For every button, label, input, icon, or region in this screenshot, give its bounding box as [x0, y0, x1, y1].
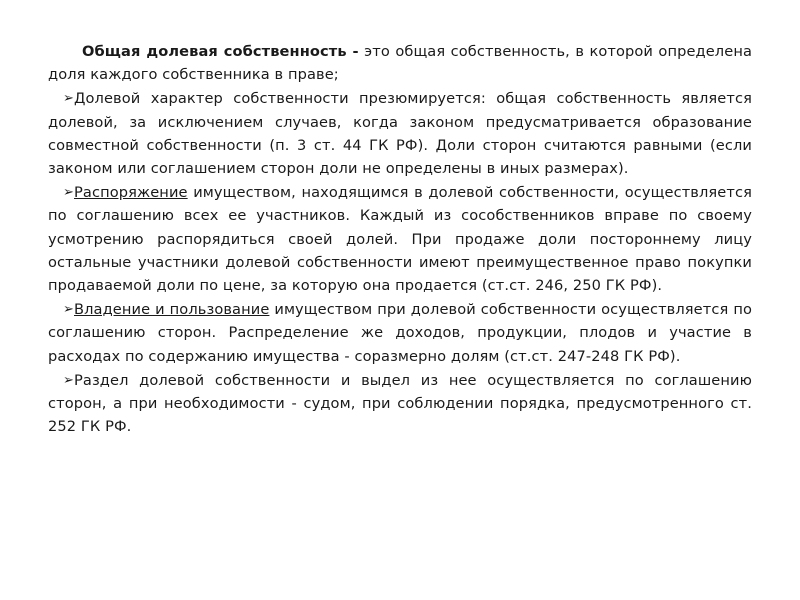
- intro-term: Общая долевая собственность -: [82, 43, 359, 60]
- intro-definition: это общая собственность, в которой определена доля каждого собственника в праве;: [48, 43, 752, 84]
- list-item: [48, 298, 752, 368]
- bullet-arrow-icon: ➢: [63, 372, 74, 388]
- item-text: Раздел долевой собственности и выдел из нее осуществляется по соглашению сторон, а при необходимости - судом, при соблюдении порядка, предусмотренного ст. 252 ГК РФ.: [48, 371, 752, 436]
- bullet-arrow-icon: ➢: [63, 302, 74, 318]
- item-text: имуществом, находящимся в долевой собственности, осуществляется по соглашению всех ее участников. Каждый из сособственников вправе по своему усмотрению распорядиться своей долей. При продаже доли постороннему лицу остальные участники долевой собственности имеют преимущественное право покупки продаваемой доли по цене, за которую она продается (ст.ст. 246, 250 ГК РФ).: [48, 184, 752, 295]
- bullet-arrow-icon: ➢: [63, 185, 74, 201]
- item-lead-term: Владение и пользование: [74, 301, 270, 319]
- item-lead-term: Распоряжение: [74, 184, 188, 202]
- list-item: [48, 87, 752, 180]
- list-item: [48, 181, 752, 297]
- list-item: [48, 369, 752, 439]
- item-text: Долевой характер собственности презюмируется: общая собственность является долевой, за исключением случаев, когда законом предусматривается образование совместной собственности (п. 3 ст. 44 ГК РФ). Доли сторон считаются равными (если законом или соглашением сторон доли не определены в иных размерах).: [48, 90, 752, 178]
- slide-content: [48, 40, 752, 438]
- intro-paragraph: [48, 40, 752, 86]
- item-text: имуществом при долевой собственности осуществляется по соглашению сторон. Распределение же доходов, продукции, плодов и участие в расходах по содержанию имущества - соразмерно долям (ст.ст. 247-248 ГК РФ).: [48, 301, 752, 365]
- bullet-arrow-icon: ➢: [63, 91, 74, 107]
